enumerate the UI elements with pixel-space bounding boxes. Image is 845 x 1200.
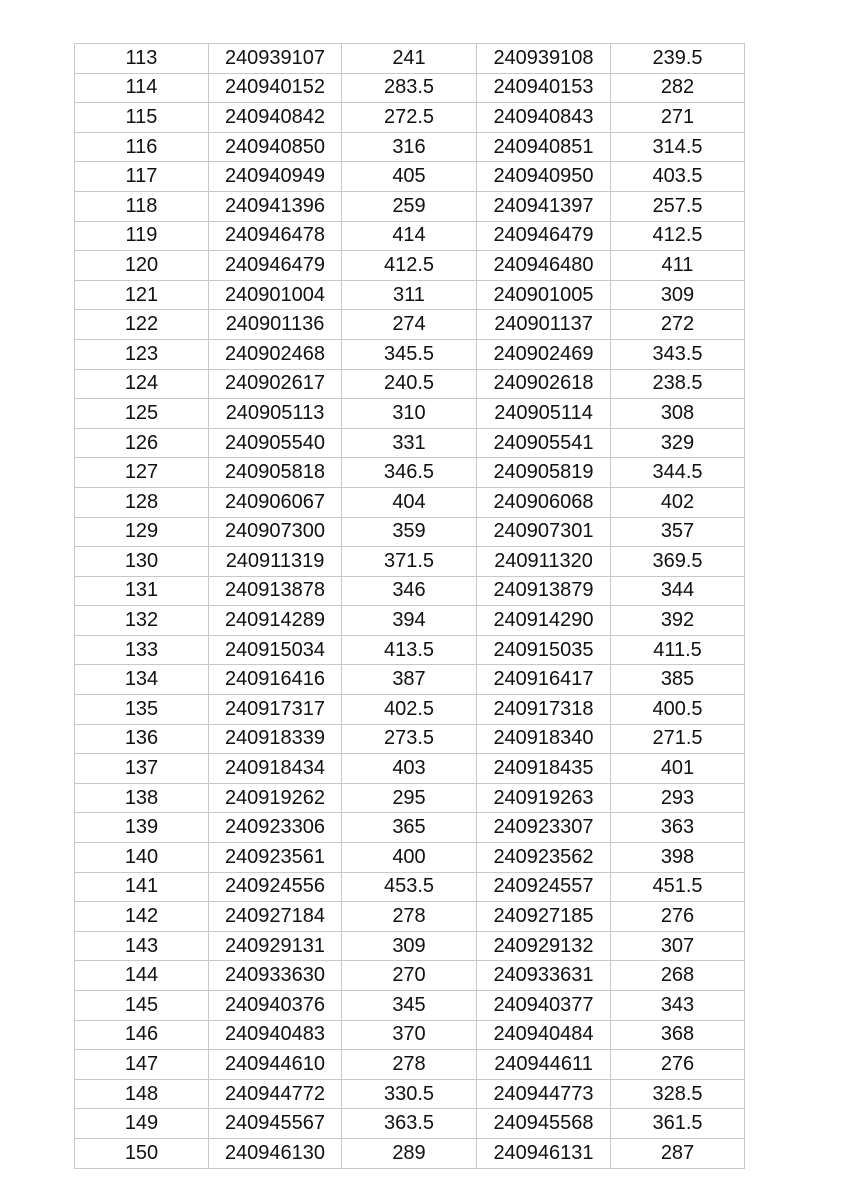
id-a-cell: 240939107 (209, 44, 342, 74)
id-a-cell: 240913878 (209, 576, 342, 606)
id-b-cell: 240929132 (477, 931, 611, 961)
id-b-cell: 240923562 (477, 843, 611, 873)
id-b-cell: 240905114 (477, 399, 611, 429)
id-a-cell: 240940376 (209, 991, 342, 1021)
value-b-cell: 329 (611, 428, 745, 458)
table-row (75, 73, 745, 103)
value-a-cell: 413.5 (342, 635, 477, 665)
row-number-cell: 146 (75, 1020, 209, 1050)
value-b-cell: 344 (611, 576, 745, 606)
table-row (75, 606, 745, 636)
value-b-cell: 272 (611, 310, 745, 340)
id-b-cell: 240940950 (477, 162, 611, 192)
table-row (75, 695, 745, 725)
value-a-cell: 316 (342, 132, 477, 162)
id-b-cell: 240940484 (477, 1020, 611, 1050)
id-a-cell: 240905818 (209, 458, 342, 488)
id-a-cell: 240940483 (209, 1020, 342, 1050)
id-b-cell: 240918435 (477, 754, 611, 784)
value-b-cell: 343.5 (611, 339, 745, 369)
value-a-cell: 346 (342, 576, 477, 606)
id-a-cell: 240941396 (209, 191, 342, 221)
table-row (75, 547, 745, 577)
id-a-cell: 240919262 (209, 783, 342, 813)
id-b-cell: 240940153 (477, 73, 611, 103)
id-a-cell: 240914289 (209, 606, 342, 636)
value-a-cell: 311 (342, 280, 477, 310)
id-a-cell: 240902468 (209, 339, 342, 369)
row-number-cell: 148 (75, 1079, 209, 1109)
value-a-cell: 345 (342, 991, 477, 1021)
id-b-cell: 240914290 (477, 606, 611, 636)
id-a-cell: 240923306 (209, 813, 342, 843)
table-row (75, 103, 745, 133)
value-a-cell: 310 (342, 399, 477, 429)
value-b-cell: 400.5 (611, 695, 745, 725)
table-row (75, 132, 745, 162)
id-b-cell: 240944611 (477, 1050, 611, 1080)
value-a-cell: 346.5 (342, 458, 477, 488)
table-row (75, 1138, 745, 1168)
row-number-cell: 142 (75, 902, 209, 932)
id-a-cell: 240905113 (209, 399, 342, 429)
value-a-cell: 400 (342, 843, 477, 873)
id-b-cell: 240946479 (477, 221, 611, 251)
value-b-cell: 344.5 (611, 458, 745, 488)
id-b-cell: 240933631 (477, 961, 611, 991)
row-number-cell: 122 (75, 310, 209, 340)
id-a-cell: 240917317 (209, 695, 342, 725)
value-a-cell: 331 (342, 428, 477, 458)
table-row (75, 310, 745, 340)
value-a-cell: 370 (342, 1020, 477, 1050)
id-a-cell: 240902617 (209, 369, 342, 399)
table-row (75, 191, 745, 221)
id-b-cell: 240911320 (477, 547, 611, 577)
value-a-cell: 241 (342, 44, 477, 74)
row-number-cell: 150 (75, 1138, 209, 1168)
value-a-cell: 289 (342, 1138, 477, 1168)
value-b-cell: 392 (611, 606, 745, 636)
value-b-cell: 369.5 (611, 547, 745, 577)
row-number-cell: 138 (75, 783, 209, 813)
row-number-cell: 123 (75, 339, 209, 369)
value-b-cell: 271.5 (611, 724, 745, 754)
value-a-cell: 371.5 (342, 547, 477, 577)
value-a-cell: 274 (342, 310, 477, 340)
table-row (75, 872, 745, 902)
table-row (75, 487, 745, 517)
id-a-cell: 240927184 (209, 902, 342, 932)
id-a-cell: 240901136 (209, 310, 342, 340)
id-a-cell: 240906067 (209, 487, 342, 517)
id-a-cell: 240944772 (209, 1079, 342, 1109)
value-b-cell: 357 (611, 517, 745, 547)
row-number-cell: 133 (75, 635, 209, 665)
row-number-cell: 126 (75, 428, 209, 458)
table-row (75, 991, 745, 1021)
id-b-cell: 240946131 (477, 1138, 611, 1168)
table-row (75, 44, 745, 74)
table-row (75, 517, 745, 547)
value-a-cell: 412.5 (342, 251, 477, 281)
value-a-cell: 278 (342, 1050, 477, 1080)
value-a-cell: 453.5 (342, 872, 477, 902)
id-a-cell: 240933630 (209, 961, 342, 991)
value-b-cell: 238.5 (611, 369, 745, 399)
value-a-cell: 345.5 (342, 339, 477, 369)
value-b-cell: 402 (611, 487, 745, 517)
row-number-cell: 134 (75, 665, 209, 695)
row-number-cell: 137 (75, 754, 209, 784)
value-b-cell: 361.5 (611, 1109, 745, 1139)
id-b-cell: 240940377 (477, 991, 611, 1021)
id-a-cell: 240945567 (209, 1109, 342, 1139)
value-b-cell: 401 (611, 754, 745, 784)
row-number-cell: 125 (75, 399, 209, 429)
value-a-cell: 394 (342, 606, 477, 636)
value-b-cell: 343 (611, 991, 745, 1021)
value-b-cell: 368 (611, 1020, 745, 1050)
row-number-cell: 117 (75, 162, 209, 192)
value-a-cell: 402.5 (342, 695, 477, 725)
value-a-cell: 359 (342, 517, 477, 547)
value-b-cell: 282 (611, 73, 745, 103)
row-number-cell: 131 (75, 576, 209, 606)
value-a-cell: 309 (342, 931, 477, 961)
id-a-cell: 240918339 (209, 724, 342, 754)
id-a-cell: 240940842 (209, 103, 342, 133)
table-row (75, 902, 745, 932)
value-b-cell: 412.5 (611, 221, 745, 251)
id-b-cell: 240927185 (477, 902, 611, 932)
id-b-cell: 240919263 (477, 783, 611, 813)
id-b-cell: 240917318 (477, 695, 611, 725)
id-a-cell: 240944610 (209, 1050, 342, 1080)
value-b-cell: 307 (611, 931, 745, 961)
id-a-cell: 240940850 (209, 132, 342, 162)
value-b-cell: 403.5 (611, 162, 745, 192)
table-row (75, 251, 745, 281)
row-number-cell: 139 (75, 813, 209, 843)
row-number-cell: 144 (75, 961, 209, 991)
value-a-cell: 295 (342, 783, 477, 813)
id-a-cell: 240940949 (209, 162, 342, 192)
value-b-cell: 451.5 (611, 872, 745, 902)
table-row (75, 931, 745, 961)
id-b-cell: 240913879 (477, 576, 611, 606)
value-a-cell: 240.5 (342, 369, 477, 399)
id-b-cell: 240946480 (477, 251, 611, 281)
value-b-cell: 398 (611, 843, 745, 873)
value-a-cell: 404 (342, 487, 477, 517)
row-number-cell: 120 (75, 251, 209, 281)
row-number-cell: 145 (75, 991, 209, 1021)
row-number-cell: 135 (75, 695, 209, 725)
table-row (75, 635, 745, 665)
row-number-cell: 121 (75, 280, 209, 310)
row-number-cell: 141 (75, 872, 209, 902)
id-b-cell: 240905541 (477, 428, 611, 458)
id-a-cell: 240946478 (209, 221, 342, 251)
row-number-cell: 132 (75, 606, 209, 636)
id-b-cell: 240901005 (477, 280, 611, 310)
row-number-cell: 127 (75, 458, 209, 488)
id-a-cell: 240907300 (209, 517, 342, 547)
id-a-cell: 240940152 (209, 73, 342, 103)
row-number-cell: 115 (75, 103, 209, 133)
id-b-cell: 240923307 (477, 813, 611, 843)
table-row (75, 665, 745, 695)
id-b-cell: 240940851 (477, 132, 611, 162)
table-row (75, 339, 745, 369)
id-a-cell: 240924556 (209, 872, 342, 902)
row-number-cell: 140 (75, 843, 209, 873)
row-number-cell: 130 (75, 547, 209, 577)
id-a-cell: 240911319 (209, 547, 342, 577)
id-a-cell: 240905540 (209, 428, 342, 458)
row-number-cell: 149 (75, 1109, 209, 1139)
table-row (75, 813, 745, 843)
id-a-cell: 240946479 (209, 251, 342, 281)
value-b-cell: 293 (611, 783, 745, 813)
table-row (75, 369, 745, 399)
value-b-cell: 268 (611, 961, 745, 991)
row-number-cell: 116 (75, 132, 209, 162)
table-row (75, 754, 745, 784)
value-b-cell: 363 (611, 813, 745, 843)
value-a-cell: 414 (342, 221, 477, 251)
id-a-cell: 240923561 (209, 843, 342, 873)
value-a-cell: 403 (342, 754, 477, 784)
value-a-cell: 270 (342, 961, 477, 991)
table-row (75, 458, 745, 488)
table-row (75, 428, 745, 458)
row-number-cell: 114 (75, 73, 209, 103)
data-table (74, 43, 745, 1169)
table-row (75, 843, 745, 873)
id-b-cell: 240918340 (477, 724, 611, 754)
value-b-cell: 411 (611, 251, 745, 281)
id-a-cell: 240946130 (209, 1138, 342, 1168)
row-number-cell: 113 (75, 44, 209, 74)
table-row (75, 280, 745, 310)
id-b-cell: 240941397 (477, 191, 611, 221)
row-number-cell: 136 (75, 724, 209, 754)
value-b-cell: 257.5 (611, 191, 745, 221)
value-b-cell: 287 (611, 1138, 745, 1168)
row-number-cell: 118 (75, 191, 209, 221)
table-row (75, 1079, 745, 1109)
value-a-cell: 405 (342, 162, 477, 192)
id-b-cell: 240944773 (477, 1079, 611, 1109)
value-a-cell: 387 (342, 665, 477, 695)
value-a-cell: 273.5 (342, 724, 477, 754)
id-a-cell: 240915034 (209, 635, 342, 665)
id-b-cell: 240939108 (477, 44, 611, 74)
table-row (75, 1020, 745, 1050)
table-row (75, 783, 745, 813)
id-a-cell: 240901004 (209, 280, 342, 310)
id-b-cell: 240940843 (477, 103, 611, 133)
id-b-cell: 240902469 (477, 339, 611, 369)
id-b-cell: 240907301 (477, 517, 611, 547)
value-b-cell: 411.5 (611, 635, 745, 665)
id-b-cell: 240945568 (477, 1109, 611, 1139)
id-b-cell: 240905819 (477, 458, 611, 488)
value-a-cell: 278 (342, 902, 477, 932)
value-b-cell: 308 (611, 399, 745, 429)
row-number-cell: 119 (75, 221, 209, 251)
id-b-cell: 240924557 (477, 872, 611, 902)
value-a-cell: 330.5 (342, 1079, 477, 1109)
row-number-cell: 147 (75, 1050, 209, 1080)
table-row (75, 162, 745, 192)
value-b-cell: 239.5 (611, 44, 745, 74)
row-number-cell: 128 (75, 487, 209, 517)
value-b-cell: 276 (611, 1050, 745, 1080)
value-a-cell: 259 (342, 191, 477, 221)
value-a-cell: 283.5 (342, 73, 477, 103)
value-b-cell: 309 (611, 280, 745, 310)
row-number-cell: 143 (75, 931, 209, 961)
table-row (75, 724, 745, 754)
value-b-cell: 271 (611, 103, 745, 133)
value-b-cell: 385 (611, 665, 745, 695)
id-b-cell: 240901137 (477, 310, 611, 340)
value-b-cell: 276 (611, 902, 745, 932)
table-row (75, 1109, 745, 1139)
table-row (75, 221, 745, 251)
id-a-cell: 240929131 (209, 931, 342, 961)
id-b-cell: 240916417 (477, 665, 611, 695)
table-row (75, 961, 745, 991)
id-a-cell: 240916416 (209, 665, 342, 695)
table-row (75, 399, 745, 429)
row-number-cell: 129 (75, 517, 209, 547)
id-a-cell: 240918434 (209, 754, 342, 784)
value-a-cell: 365 (342, 813, 477, 843)
table-row (75, 576, 745, 606)
value-b-cell: 314.5 (611, 132, 745, 162)
id-b-cell: 240906068 (477, 487, 611, 517)
value-a-cell: 363.5 (342, 1109, 477, 1139)
value-b-cell: 328.5 (611, 1079, 745, 1109)
id-b-cell: 240915035 (477, 635, 611, 665)
table-body (75, 44, 745, 1169)
value-a-cell: 272.5 (342, 103, 477, 133)
table-row (75, 1050, 745, 1080)
row-number-cell: 124 (75, 369, 209, 399)
id-b-cell: 240902618 (477, 369, 611, 399)
